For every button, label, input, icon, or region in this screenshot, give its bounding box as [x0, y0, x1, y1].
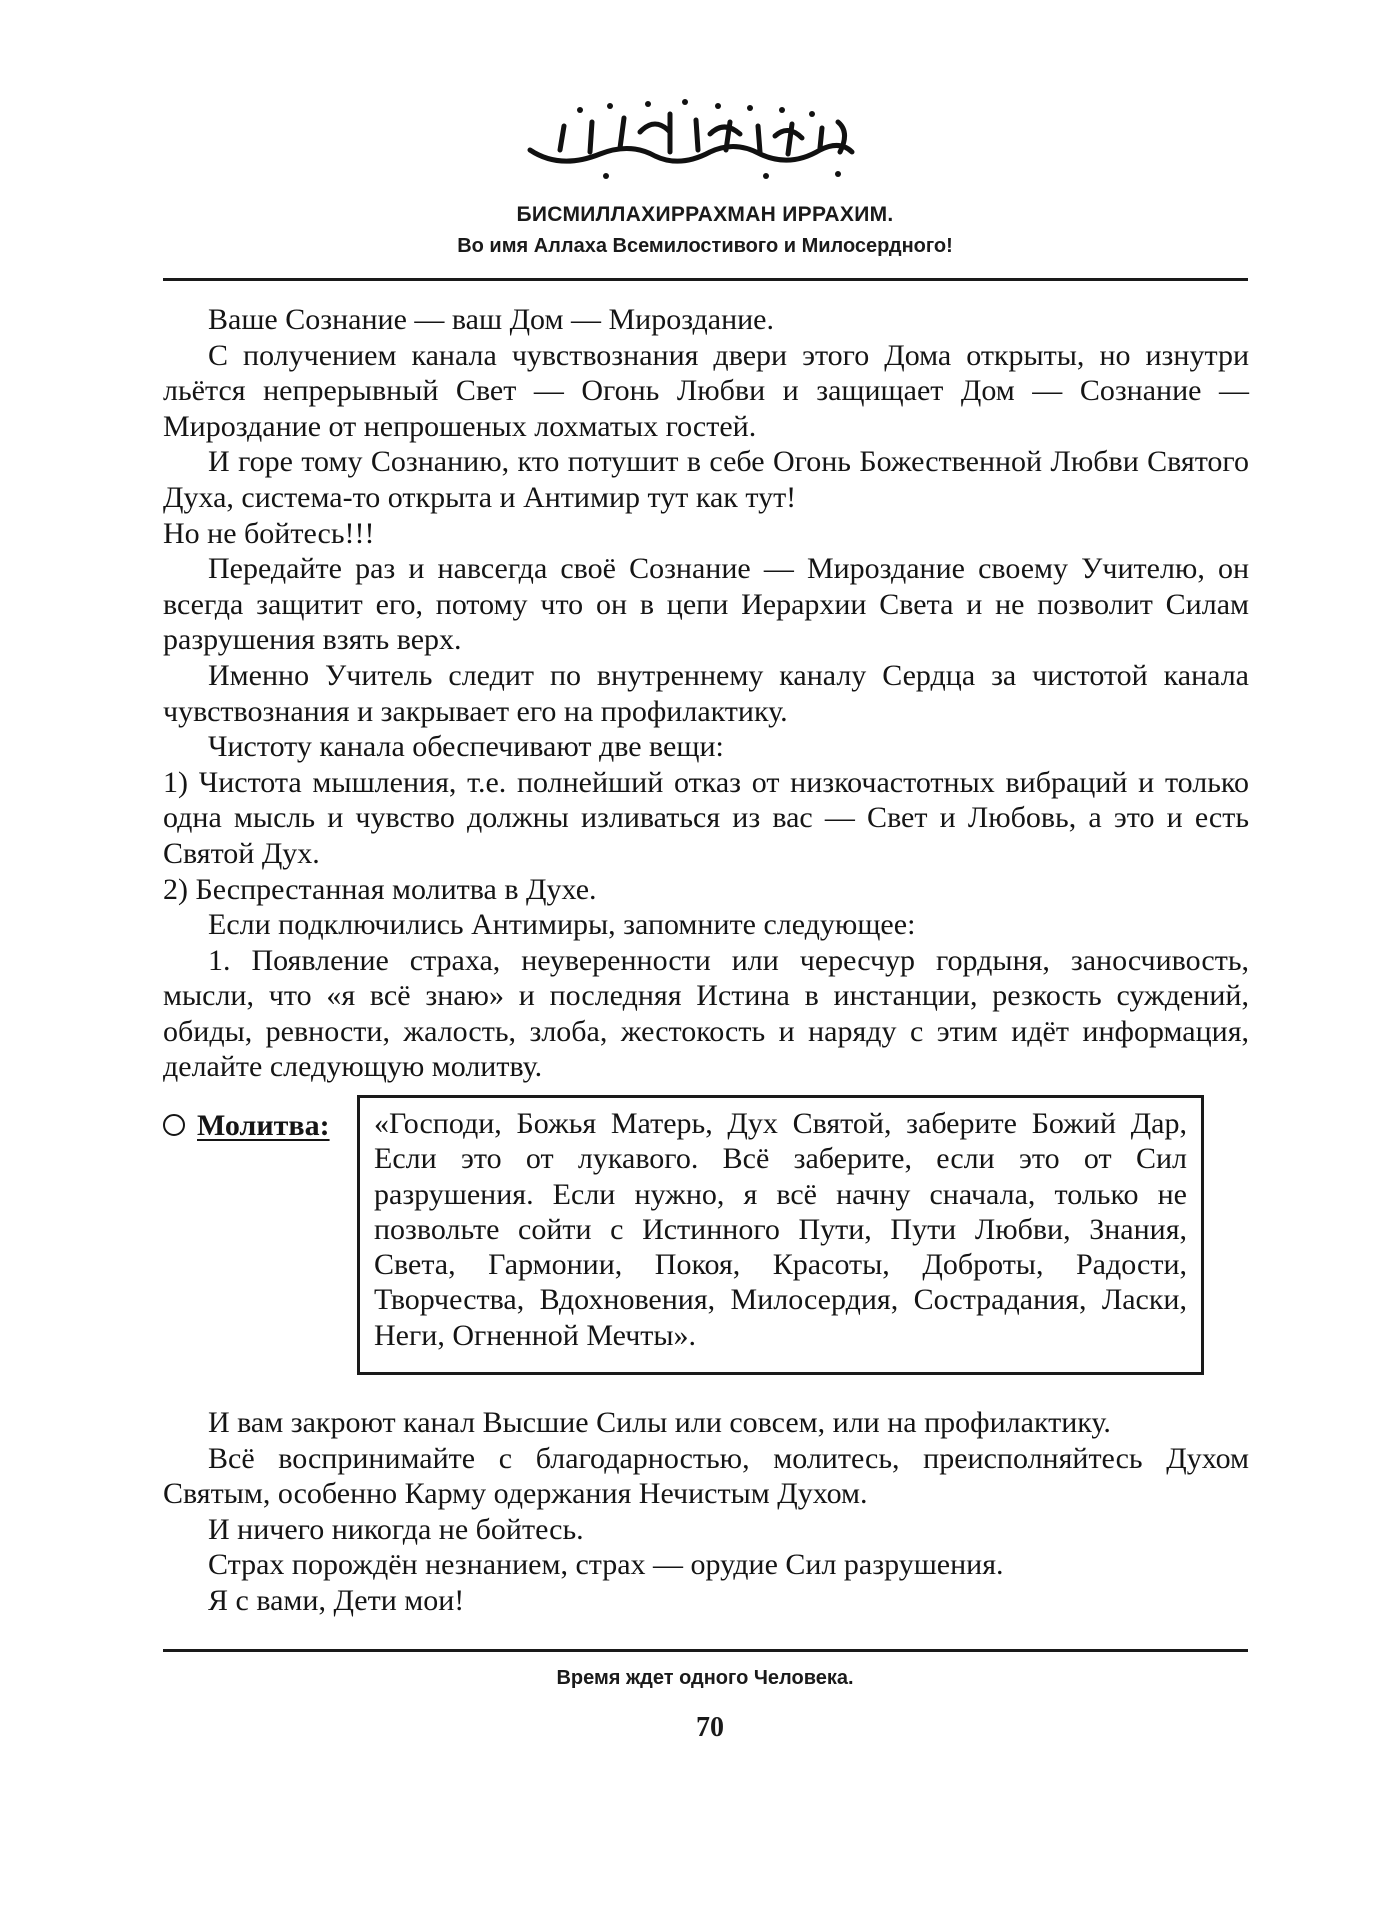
main-text: [163, 302, 1249, 1085]
paragraph: И ничего никогда не бойтесь.: [208, 1512, 584, 1546]
paragraph: И вам закроют канал Высшие Силы или совсем, или на профилактику.: [208, 1406, 1111, 1439]
header-subtitle: Во имя Аллаха Всемилостивого и Милосердного!: [457, 235, 953, 257]
paragraph: Если подключились Антимиры, запомните следующее:: [208, 908, 916, 942]
paragraph: И горе тому Сознанию, кто потушит в себе Огонь Божественной Любви Святого Духа, система-то открыта и Антимир тут как тут!: [163, 445, 1249, 514]
prayer-box: «Господи, Божья Матерь, Дух Святой, заберите Божий Дар, Если это от лукавого. Всё заберите, если это от Сил разрушения. Если нужно, я всё начну сначала, только не позвольте сойти с Истинного Пути, Пути Любви, Знания, Света, Гармонии, Покоя, Красоты, Доброты, Радости, Творчества, Вдохновения, Милосердия, Сострадания, Ласки, Неги, Огненной Мечты».: [357, 1095, 1204, 1375]
prayer-label-text: Молитва:: [197, 1109, 330, 1142]
paragraph: Чистоту канала обеспечивают две вещи:: [208, 730, 724, 764]
paragraph: Страх порождён незнанием, страх — орудие Сил разрушения.: [208, 1548, 1004, 1582]
top-divider: [163, 278, 1248, 281]
footer-caption: Время ждет одного Человека.: [556, 1667, 854, 1689]
bismillah-calligraphy-icon: [520, 92, 860, 182]
page-number: 70: [696, 1712, 724, 1743]
bottom-divider: [163, 1649, 1248, 1652]
paragraph: С получением канала чувствознания двери этого Дома открыты, но изнутри льётся непрерывный Свет — Огонь Любви и защищает Дом — Сознание — Мироздание от непрошеных лохматых гостей.: [163, 338, 1249, 443]
paragraph: Ваше Сознание — ваш Дом — Мироздание.: [208, 303, 775, 336]
paragraph: Передайте раз и навсегда своё Сознание — Мироздание своему Учителю, он всегда защитит его, потому что он в цепи Иерархии Света и не позволит Силам разрушения взять верх.: [163, 552, 1249, 657]
header-title: БИСМИЛЛАХИРРАХМАН ИРРАХИМ.: [516, 203, 894, 226]
paragraph: Я с вами, Дети мои!: [208, 1583, 465, 1617]
paragraph: 1) Чистота мышления, т.е. полнейший отказ от низкочастотных вибраций и только одна мысль и чувство должны изливаться из вас — Свет и Любовь, а это и есть Святой Дух.: [163, 765, 1249, 870]
prayer-label: [163, 1108, 330, 1144]
paragraph: Всё воспринимайте с благодарностью, молитесь, преисполняйтесь Духом Святым, особенно Карму одержания Нечистым Духом.: [163, 1441, 1249, 1511]
closing-text: [163, 1405, 1249, 1619]
paragraph: Именно Учитель следит по внутреннему каналу Сердца за чистотой канала чувствознания и закрывает его на профилактику.: [163, 658, 1249, 728]
paragraph: 2) Беспрестанная молитва в Духе.: [163, 872, 597, 906]
paragraph: Но не бойтесь!!!: [163, 516, 375, 550]
paragraph: 1. Появление страха, неуверенности или чересчур гордыня, заносчивость, мысли, что «я всё знаю» и последняя Истина в инстанции, резкость суждений, обиды, ревности, жалость, злоба, жестокость и наряду с этим идёт информация, делайте следующую молитву.: [163, 943, 1249, 1084]
circle-bullet-icon: [163, 1114, 185, 1136]
